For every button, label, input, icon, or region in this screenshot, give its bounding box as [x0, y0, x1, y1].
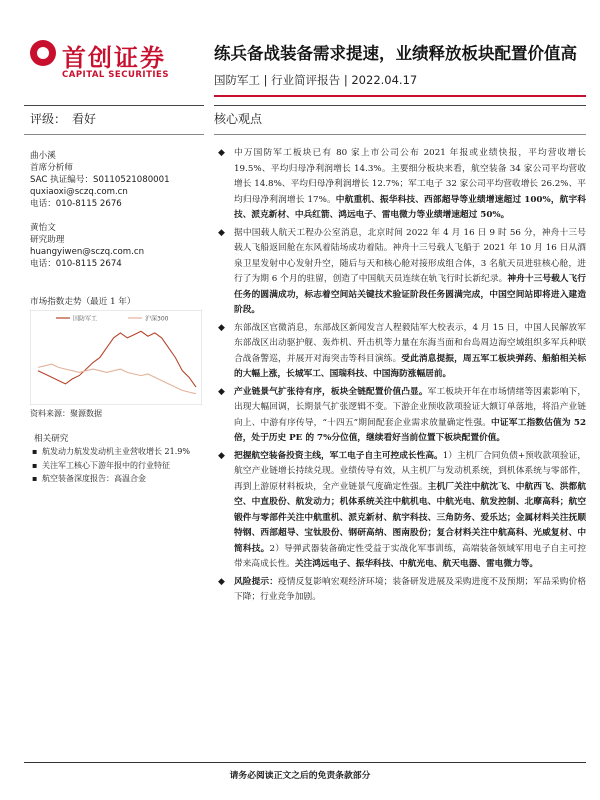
core-view-emphasis: 主机厂关注中航沈飞、中航西飞、洪都航空、中直股份、航发动力；机体系统关注中航机电、中航光电、航发控制、北摩高科；航空锻件与零部件关注中航重机、派克新材、航宇科技、三角防务、爱乐达；金属材料关注抚顺特钢、西部超导、宝钛股份、钢研高纳、图南股份；复合材料关注中航高科、光威复材、中简科技。: [234, 481, 587, 554]
core-view-text: 据中国载人航天工程办公室消息，北京时间 2022 年 4 月 16 日 9 时 56 分，神舟十三号载人飞船返回舱在东风着陆场成功着陆。神舟十三号载人飞船于 2021 年 10 月 16 日从酒泉卫星发射中心发射升空，随后与天和核心舱对接形成组合体，3 名航天员进驻核心舱，进行了为期 6 个月的驻留，创造了中国航天员连续在轨飞行时长新纪录。: [234, 227, 586, 284]
diamond-bullet-icon: ◆: [218, 386, 225, 397]
related-item[interactable]: [30, 446, 205, 458]
analyst-title: 研究助理: [30, 235, 65, 245]
divider: [214, 134, 586, 135]
related-item-label: 关注军工核心下游年报中的行业特征: [42, 460, 170, 470]
core-view-item: [214, 226, 586, 319]
rating: [30, 110, 96, 127]
related-item-label: 航发动力航发发动机主业营收增长 21.9%: [42, 447, 190, 456]
analyst-block: [30, 222, 144, 270]
analyst-phone: 电话：010-8115 2676: [30, 199, 122, 209]
analyst-block: [30, 150, 170, 210]
divider: [24, 134, 204, 135]
core-view-text: 军工板块开年在市场情绪等因素影响下，出现大幅回调，长期景气扩张逻辑不变。下游企业预收款项验证大额订单落地，将沿产业链向上、中游有序传导，“十四五”期间配套企业需求放量确定性强。: [234, 386, 587, 428]
core-view-emphasis: 产业链景气扩张待有序，板块全链配置价值凸显。: [234, 386, 428, 397]
brand-name-en: CAPITAL SECURITIES: [62, 70, 169, 80]
divider: [214, 105, 586, 106]
core-view-text: 中万国防军工板块已有 80 家上市公司公布 2021 年报或业绩快报，平均营收增长 19.5%、平均归母净利润增长 14.3%。主要细分板块来看，航空装备 34 家公司平均营收增长 14.8%、平均归母净利润增长 12.7%；军工电子 32 家公司平均营收增长 26.2%、平均归母净利润增长 17%。: [234, 148, 586, 205]
core-view-emphasis: 受此消息提振，周五军工板块弹药、船舶相关标的大幅上涨，长城军工、国瑞科技、中国海防涨幅居前。: [234, 353, 587, 379]
core-view-text: 1）主机厂合同负债+预收款项验证，航空产业链增长持续兑现。业绩传导有效，从主机厂与发动机系统，到机体系统与零部件，再到上游原材料板块，全产业链景气度确定性强。: [234, 450, 587, 492]
analyst-name: 曲小溪: [30, 151, 56, 161]
bullet-icon: ▪: [32, 474, 38, 483]
legend-label: 沪深300: [145, 315, 169, 323]
analyst-license: SAC 执证编号：S0110521080001: [30, 175, 170, 185]
core-view-item: [214, 575, 586, 606]
core-view-emphasis: 关注鸿远电子、振华科技、中航光电、航天电器、雷电微力等。: [294, 559, 539, 569]
analyst-title: 首席分析师: [30, 163, 73, 173]
core-view-emphasis: 神舟十三号载人飞行任务的圆满成功，标志着空间站关键技术验证阶段任务圆满完成，中国空间站即将进入建造阶段。: [234, 274, 586, 315]
chart-source: 资料来源：聚源数据: [30, 409, 102, 418]
brand-name-cn: 首创证券: [62, 44, 166, 72]
footer-disclaimer: 请务必阅读正文之后的免责条款部分: [229, 771, 371, 781]
related-item[interactable]: [30, 473, 205, 485]
core-view-item: [214, 385, 586, 447]
logo-mark-icon: [30, 40, 56, 66]
header-divider: [214, 95, 586, 97]
core-view-emphasis: 风险提示：: [234, 576, 279, 587]
core-view-item: [214, 449, 586, 573]
report-subtitle: 国防军工 | 行业简评报告 | 2022.04.17: [214, 73, 418, 87]
core-view-emphasis: 中航重机、振华科技、西部超导等业绩增速超过 100%，航宇科技、派克新材、中兵红箭、鸿远电子、雷电微力等业绩增速超过 50%。: [234, 194, 586, 220]
rating-value: 看好: [72, 112, 97, 126]
analyst-name: 黄怡文: [30, 223, 56, 233]
bullet-icon: ▪: [32, 460, 38, 470]
core-view-emphasis: 中证军工指数估值为 52 倍，处于历史 PE 的 7%分位值，继续看好当前位置下板块配置价值。: [234, 417, 586, 443]
chart-frame: [30, 310, 202, 405]
chart-title: 市场指数走势（最近 1 年）: [30, 297, 136, 307]
report-title: 练兵备战装备需求提速，业绩释放板块配置价值高: [214, 44, 577, 63]
market-index-chart: [30, 310, 202, 405]
diamond-bullet-icon: ◆: [218, 322, 225, 333]
core-view-item: [214, 321, 586, 383]
related-item[interactable]: [30, 460, 205, 472]
core-views: [214, 146, 586, 608]
section-title: 核心观点: [214, 112, 263, 126]
related-title: 相关研究: [34, 434, 69, 444]
footer-divider: [24, 762, 586, 763]
analyst-email: huangyiwen@sczq.com.cn: [30, 247, 145, 257]
legend-label: 国防军工: [73, 315, 98, 323]
core-view-item: [214, 146, 586, 224]
core-view-text: 疫情反复影响宏观经济环境；装备研发进展及采购进度不及预期；军品采购价格下降；行业竞争加剧。: [234, 576, 587, 602]
bullet-icon: ▪: [32, 447, 38, 456]
rating-label: 评级：: [30, 112, 67, 126]
analyst-phone: 电话：010-8115 2674: [30, 259, 122, 269]
related-item-label: 航空装备深度报告：高温合金: [42, 474, 146, 483]
brand-logo: [30, 38, 200, 94]
related-list: [30, 446, 205, 487]
divider: [24, 105, 204, 106]
core-view-emphasis: 把握航空装备投资主线，军工电子自主可控成长性高。: [234, 450, 443, 461]
diamond-bullet-icon: ◆: [218, 227, 225, 238]
core-view-text: 2）导弹武器装备确定性受益于实战化军事训练，高端装备领域军用电子自主可控带来高成长性。: [234, 543, 587, 569]
analyst-email: quxiaoxi@sczq.com.cn: [30, 187, 128, 197]
diamond-bullet-icon: ◆: [218, 148, 225, 158]
diamond-bullet-icon: ◆: [218, 450, 225, 461]
core-view-text: 东部战区官微消息，东部战区新闻发言人程毅陆军大校表示，4 月 15 日，中国人民解放军东部战区出动驱护舰、轰炸机、歼击机等力量在东海当面和台岛周边海空域组织多军兵种联合战备警巡，并展开对海突击等科目演练。: [234, 322, 586, 364]
diamond-bullet-icon: ◆: [218, 576, 225, 587]
